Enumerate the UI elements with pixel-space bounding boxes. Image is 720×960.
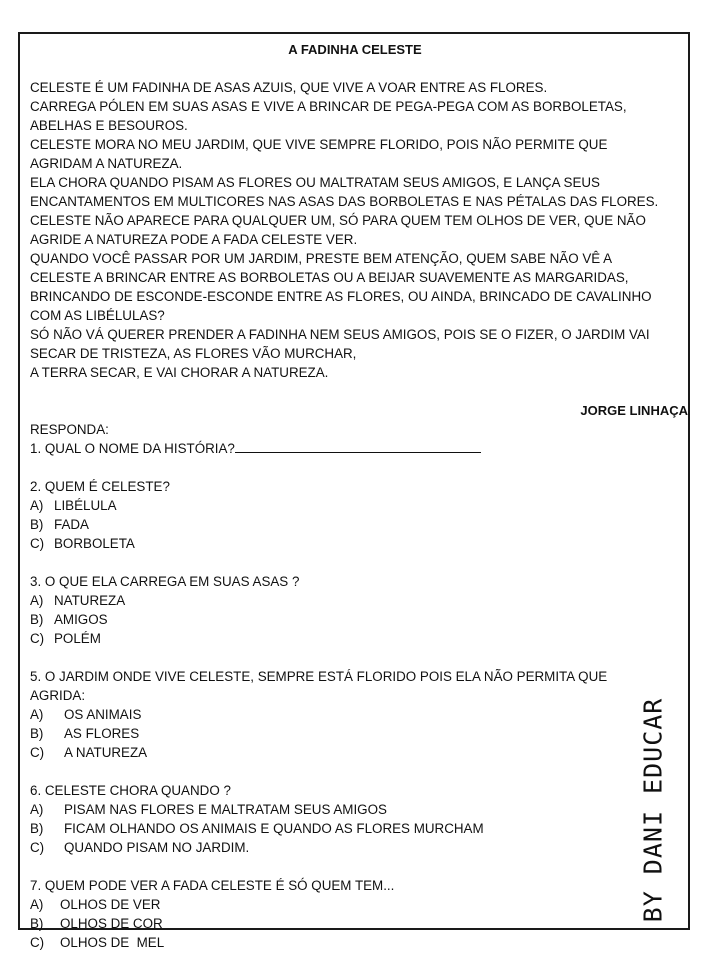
watermark-text: BY DANI EDUCAR [638, 697, 668, 923]
story-author: JORGE LINHAÇA [580, 403, 688, 418]
quiz-heading: RESPONDA: [30, 422, 109, 437]
question-5 [30, 667, 660, 762]
story-paragraph: ELA CHORA QUANDO PISAM AS FLORES OU MALTRATAM SEUS AMIGOS, E LANÇA SEUS ENCANTAMENTOS EM MULTICORES NAS ASAS DAS BORBOLETAS E NAS PÉTALAS DAS FLORES. [30, 175, 659, 209]
question-1 [30, 439, 660, 458]
option-c[interactable]: C) OLHOS DE MEL [30, 935, 165, 950]
story-text [30, 78, 660, 382]
story-paragraph: CELESTE NÃO APARECE PARA QUALQUER UM, SÓ PARA QUEM TEM OLHOS DE VER, QUE NÃO AGRIDE A NATUREZA PODE A FADA CELESTE VER. [30, 213, 646, 247]
story-title: A FADINHA CELESTE [288, 42, 422, 57]
story-paragraph: CELESTE É UM FADINHA DE ASAS AZUIS, QUE VIVE A VOAR ENTRE AS FLORES. [30, 80, 548, 95]
question-7-text: 7. QUEM PODE VER A FADA CELESTE É SÓ QUEM TEM... [30, 878, 395, 893]
option-b[interactable]: B) FADA [30, 517, 89, 532]
story-paragraph: CARREGA PÓLEN EM SUAS ASAS E VIVE A BRINCAR DE PEGA-PEGA COM AS BORBOLETAS, ABELHAS E BESOUROS. [30, 99, 627, 133]
question-6-text: 6. CELESTE CHORA QUANDO ? [30, 783, 231, 798]
option-c[interactable]: C) QUANDO PISAM NO JARDIM. [30, 840, 250, 855]
worksheet-content [30, 40, 688, 952]
author-watermark [623, 690, 683, 930]
question-7 [30, 876, 660, 952]
question-2 [30, 477, 660, 553]
option-a[interactable]: A) NATUREZA [30, 593, 126, 608]
story-paragraph: A TERRA SECAR, E VAI CHORAR A NATUREZA. [30, 365, 329, 380]
question-6 [30, 781, 660, 857]
answer-blank-line[interactable] [235, 439, 481, 453]
option-a[interactable]: A) LIBÉLULA [30, 498, 117, 513]
question-5-text: 5. O JARDIM ONDE VIVE CELESTE, SEMPRE ESTÁ FLORIDO POIS ELA NÃO PERMITA QUE AGRIDA: [30, 669, 608, 703]
option-c[interactable]: C) BORBOLETA [30, 536, 135, 551]
option-b[interactable]: B) FICAM OLHANDO OS ANIMAIS E QUANDO AS FLORES MURCHAM [30, 821, 484, 836]
option-b[interactable]: B) AS FLORES [30, 726, 140, 741]
story-paragraph: CELESTE MORA NO MEU JARDIM, QUE VIVE SEMPRE FLORIDO, POIS NÃO PERMITE QUE AGRIDAM A NATUREZA. [30, 137, 608, 171]
option-c[interactable]: C) POLÉM [30, 631, 101, 646]
question-1-text: 1. QUAL O NOME DA HISTÓRIA? [30, 441, 235, 456]
worksheet-frame [18, 32, 690, 950]
question-3-text: 3. O QUE ELA CARREGA EM SUAS ASAS ? [30, 574, 300, 589]
option-a[interactable]: A) OS ANIMAIS [30, 707, 142, 722]
option-a[interactable]: A) PISAM NAS FLORES E MALTRATAM SEUS AMIGOS [30, 802, 387, 817]
question-2-text: 2. QUEM É CELESTE? [30, 479, 170, 494]
story-paragraph: SÓ NÃO VÁ QUERER PRENDER A FADINHA NEM SEUS AMIGOS, POIS SE O FIZER, O JARDIM VAI SECAR DE TRISTEZA, AS FLORES VÃO MURCHAR, [30, 327, 650, 361]
question-3 [30, 572, 660, 648]
option-c[interactable]: C) A NATUREZA [30, 745, 148, 760]
option-a[interactable]: A) OLHOS DE VER [30, 897, 161, 912]
option-b[interactable]: B) OLHOS DE COR [30, 916, 163, 931]
story-paragraph: QUANDO VOCÊ PASSAR POR UM JARDIM, PRESTE BEM ATENÇÃO, QUEM SABE NÃO VÊ A CELESTE A BRINCAR ENTRE AS BORBOLETAS OU A BEIJAR SUAVEMENTE AS MARGARIDAS, BRINCANDO DE ESCONDE-ESCONDE ENTRE AS FLORES, OU AINDA, BRINCADO DE CAVALINHO COM AS LIBÉLULAS? [30, 251, 652, 323]
option-b[interactable]: B) AMIGOS [30, 612, 108, 627]
